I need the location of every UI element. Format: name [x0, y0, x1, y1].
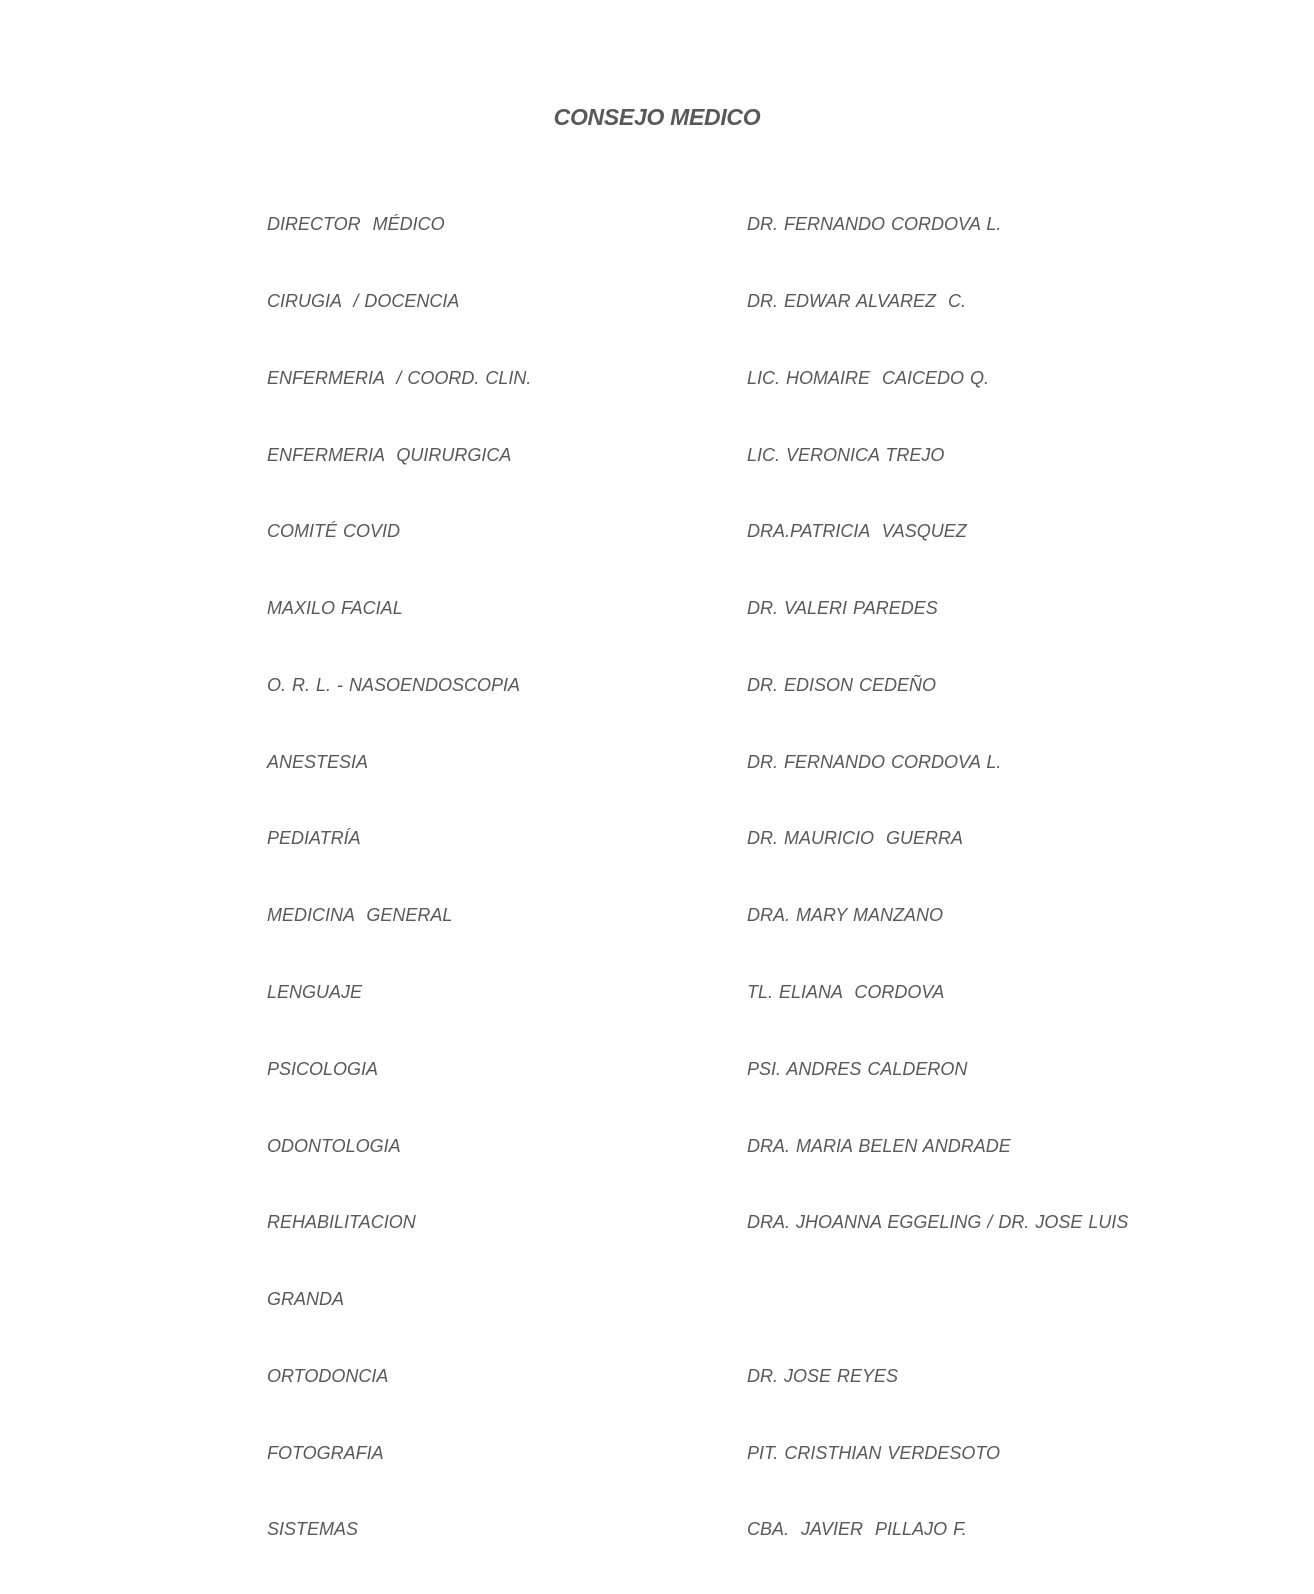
department-label: SISTEMAS	[267, 1519, 359, 1540]
department-label: ENFERMERIA / COORD. CLIN.	[267, 367, 532, 388]
department-label: O. R. L. - NASOENDOSCOPIA	[267, 674, 521, 695]
staff-name: DR. JOSE REYES	[747, 1365, 899, 1386]
department-label: FOTOGRAFIA	[267, 1442, 384, 1463]
department-label: DIRECTOR MÉDICO	[267, 214, 445, 235]
department-label: ENFERMERIA QUIRURGICA	[267, 444, 512, 465]
staff-name: DR. FERNANDO CORDOVA L.	[747, 751, 1002, 772]
staff-list	[747, 161, 1247, 1594]
staff-name: DRA.PATRICIA VASQUEZ	[747, 521, 967, 542]
staff-name: LIC. HOMAIRE CAICEDO Q.	[747, 367, 990, 388]
staff-name: DR. EDWAR ALVAREZ C.	[747, 290, 967, 311]
staff-name: DR. VALERI PAREDES	[747, 598, 938, 619]
staff-name: CBA. JAVIER PILLAJO F.	[747, 1519, 967, 1540]
department-label: ODONTOLOGIA	[267, 1135, 401, 1156]
department-label: COMITÉ COVID	[267, 521, 401, 542]
staff-name: PIT. CRISTHIAN VERDESOTO	[747, 1442, 1001, 1463]
department-label: REHABILITACION	[267, 1212, 416, 1233]
department-label: ANESTESIA	[267, 751, 369, 772]
staff-name: DR. FERNANDO CORDOVA L.	[747, 214, 1002, 235]
departments-list	[267, 161, 707, 1594]
department-label: CIRUGIA / DOCENCIA	[267, 290, 460, 311]
staff-name	[747, 1287, 1247, 1313]
department-label: GRANDA	[267, 1289, 345, 1310]
staff-name: DR. MAURICIO GUERRA	[747, 828, 964, 849]
staff-name: DR. EDISON CEDEÑO	[747, 674, 937, 695]
slide-title: CONSEJO MEDICO	[553, 104, 761, 130]
department-label: PEDIATRÍA	[267, 828, 361, 849]
department-label: MAXILO FACIAL	[267, 598, 403, 619]
staff-name: DRA. MARY MANZANO	[747, 905, 944, 926]
department-label: MEDICINA GENERAL	[267, 905, 453, 926]
department-label: PSICOLOGIA	[267, 1058, 379, 1079]
department-label: ORTODONCIA	[267, 1365, 389, 1386]
staff-name: LIC. VERONICA TREJO	[747, 444, 945, 465]
staff-name: PSI. ANDRES CALDERON	[747, 1058, 968, 1079]
department-label: LENGUAJE	[267, 982, 363, 1002]
staff-name: TL. ELIANA CORDOVA	[747, 982, 945, 1002]
staff-name: DRA. JHOANNA EGGELING / DR. JOSE LUIS	[747, 1212, 1129, 1233]
staff-name: DRA. MARIA BELEN ANDRADE	[747, 1135, 1011, 1156]
